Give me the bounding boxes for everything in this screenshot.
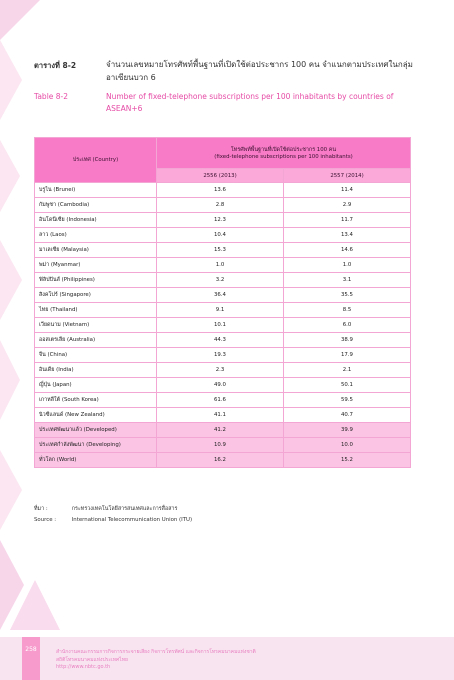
value-2014-cell: 6.0 [284,318,411,333]
table-row [35,243,411,258]
source-th-value: กระทรวงเทคโนโลยีสารสนเทศและการสื่อสาร [71,506,178,512]
country-cell: ญี่ปุ่น (Japan) [35,378,157,393]
source-en-value: International Telecommunication Union (ITU) [71,517,193,523]
table-row [35,333,411,348]
table-label-en: Table 8-2 [34,92,69,101]
page-number: 258 [25,646,37,653]
side-decoration [0,140,20,212]
country-cell: ไทย (Thailand) [35,303,157,318]
value-2014-cell: 17.9 [284,348,411,363]
value-2013-cell: 16.2 [157,453,284,468]
table-row [35,288,411,303]
corner-decoration [0,0,40,40]
value-2013-cell: 41.2 [157,423,284,438]
footer-publication: สถิติโทรคมนาคมแห่งประเทศไทย [56,657,128,663]
footer-org: สำนักงานคณะกรรมการกิจการกระจายเสียง กิจการโทรทัศน์ และกิจการโทรคมนาคมแห่งชาติ [56,649,256,655]
side-decoration [0,240,22,320]
country-cell: มาเลเซีย (Malaysia) [35,243,157,258]
value-2013-cell: 13.6 [157,183,284,198]
value-2013-cell: 2.3 [157,363,284,378]
table-row [35,183,411,198]
value-2014-cell: 39.9 [284,423,411,438]
value-2014-cell: 50.1 [284,378,411,393]
value-2014-cell: 3.1 [284,273,411,288]
value-2013-cell: 9.1 [157,303,284,318]
data-table [34,137,411,468]
country-cell: บรูไน (Brunei) [35,183,157,198]
source-en-key: Source : [34,517,57,523]
country-cell: ประเทศกำลังพัฒนา (Developing) [35,438,157,453]
year-2013-header: 2556 (2013) [157,169,284,183]
country-cell: อินเดีย (India) [35,363,157,378]
table-row [35,228,411,243]
table-title-en: Number of fixed-telephone subscriptions per 100 inhabitants by countries of ASEAN+6 [106,92,394,113]
value-2014-cell: 59.5 [284,393,411,408]
table-row [35,363,411,378]
source-en [34,517,192,523]
table-row [35,213,411,228]
footer-website[interactable]: http://www.nbtc.go.th [56,664,111,670]
value-2013-cell: 10.4 [157,228,284,243]
table-row [35,438,411,453]
value-2014-cell: 2.1 [284,363,411,378]
table-row [35,318,411,333]
value-2013-cell: 44.3 [157,333,284,348]
table-row [35,273,411,288]
table-row [35,393,411,408]
value-2014-cell: 13.4 [284,228,411,243]
country-cell: ฟิลิปปินส์ (Philippines) [35,273,157,288]
value-2014-cell: 35.5 [284,288,411,303]
side-decoration [0,450,22,530]
table-row [35,408,411,423]
value-2013-cell: 1.0 [157,258,284,273]
value-2013-cell: 10.1 [157,318,284,333]
value-2014-cell: 10.0 [284,438,411,453]
country-cell: สิงคโปร์ (Singapore) [35,288,157,303]
country-cell: นิวซีแลนด์ (New Zealand) [35,408,157,423]
measure-column-header [157,138,411,169]
country-cell: จีน (China) [35,348,157,363]
value-2014-cell: 40.7 [284,408,411,423]
value-2014-cell: 8.5 [284,303,411,318]
country-cell: ทั่วโลก (World) [35,453,157,468]
table-row [35,378,411,393]
table-row [35,303,411,318]
value-2013-cell: 19.3 [157,348,284,363]
value-2014-cell: 1.0 [284,258,411,273]
value-2013-cell: 41.1 [157,408,284,423]
table-row [35,198,411,213]
value-2013-cell: 49.0 [157,378,284,393]
country-cell: ลาว (Laos) [35,228,157,243]
value-2013-cell: 61.6 [157,393,284,408]
value-2013-cell: 36.4 [157,288,284,303]
value-2014-cell: 38.9 [284,333,411,348]
value-2014-cell: 2.9 [284,198,411,213]
country-cell: พม่า (Myanmar) [35,258,157,273]
table-label-th: ตารางที่ 8-2 [34,61,77,70]
source-th [34,505,177,513]
year-2014-header: 2557 (2014) [284,169,411,183]
measure-header-en: (fixed-telephone subscriptions per 100 inhabitants) [214,154,353,160]
country-column-header: ประเทศ (Country) [35,138,157,183]
country-cell: ประเทศพัฒนาแล้ว (Developed) [35,423,157,438]
value-2014-cell: 14.6 [284,243,411,258]
value-2014-cell: 11.4 [284,183,411,198]
table-row [35,423,411,438]
table-title-th: จำนวนเลขหมายโทรศัพท์พื้นฐานที่เปิดใช้ต่อประชากร 100 คน จำแนกตามประเทศในกลุ่มอาเซียนบวก 6 [106,60,413,82]
value-2014-cell: 11.7 [284,213,411,228]
country-cell: เกาหลีใต้ (South Korea) [35,393,157,408]
country-cell: เวียดนาม (Vietnam) [35,318,157,333]
value-2013-cell: 2.8 [157,198,284,213]
measure-header-th: โทรศัพท์พื้นฐานที่เปิดใช้ต่อประชากร 100 คน [230,147,337,153]
value-2013-cell: 15.3 [157,243,284,258]
table-body [35,183,411,468]
value-2013-cell: 10.9 [157,438,284,453]
page-number-box [22,637,40,680]
country-cell: กัมพูชา (Cambodia) [35,198,157,213]
side-decoration [10,580,60,630]
source-th-key: ที่มา : [34,506,48,512]
country-cell: อินโดนีเซีย (Indonesia) [35,213,157,228]
side-decoration [0,340,20,420]
value-2014-cell: 15.2 [284,453,411,468]
table-row [35,348,411,363]
side-decoration [0,40,22,120]
value-2013-cell: 12.3 [157,213,284,228]
table-row [35,258,411,273]
table-row [35,453,411,468]
value-2013-cell: 3.2 [157,273,284,288]
country-cell: ออสเตรเลีย (Australia) [35,333,157,348]
